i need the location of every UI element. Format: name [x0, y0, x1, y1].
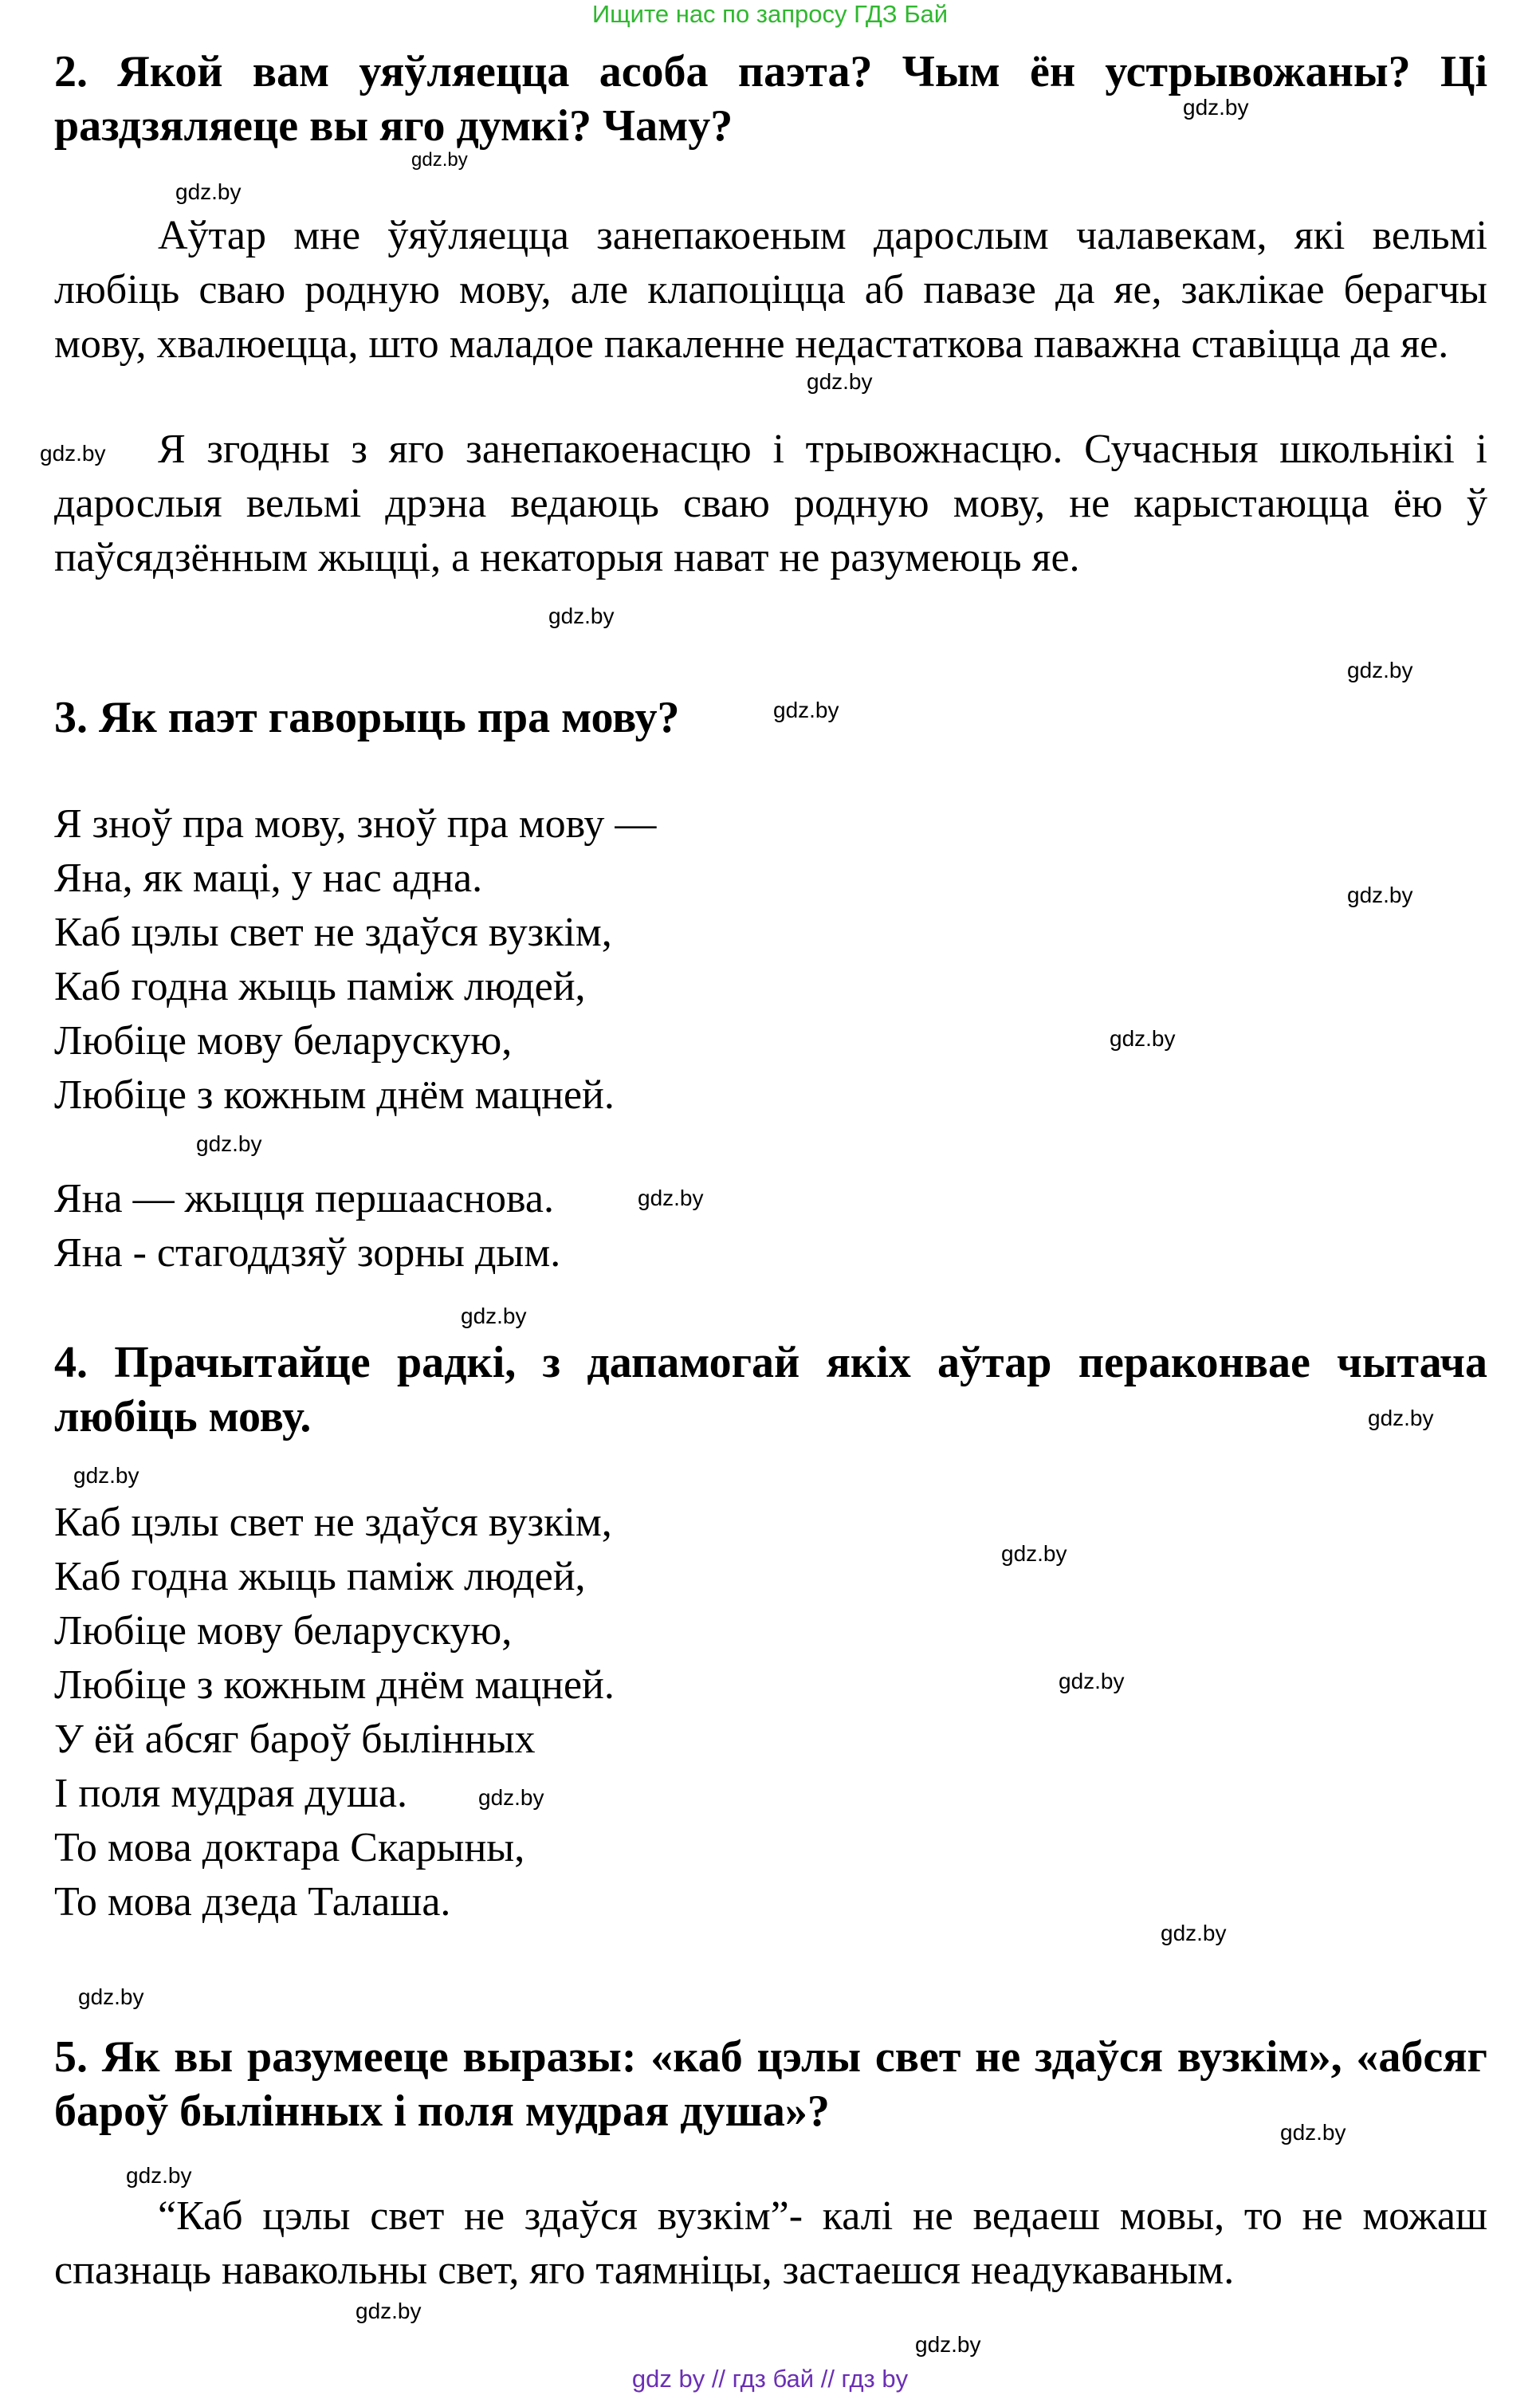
watermark: gdz.by: [1110, 1026, 1176, 1051]
poem-line: Любіце мову беларускую,: [54, 1018, 513, 1064]
watermark: gdz.by: [196, 1131, 262, 1156]
watermark: gdz.by: [356, 2299, 422, 2323]
watermark: gdz.by: [1001, 1541, 1067, 1566]
question-2-answer-1: [54, 209, 1487, 372]
question-3-stanza-1: [54, 797, 656, 1123]
watermark: gdz.by: [126, 2163, 192, 2188]
poem-line: І поля мудрая душа.: [54, 1771, 407, 1816]
poem-line: Каб цэлы свет не здаўся вузкім,: [54, 1500, 612, 1545]
answer-text: Аўтар мне ўяўляецца занепакоеным дарослым чалавекам, які вельмі любіць сваю родную мову, але клапоціцца аб павазе да яе, заклікае берагчы мову, хвалюецца, што маладое пакаленне недастаткова паважна ставіцца да яе.: [54, 213, 1487, 367]
watermark: gdz.by: [807, 369, 873, 394]
watermark: gdz.by: [73, 1463, 139, 1488]
watermark: gdz.by: [78, 1984, 144, 2009]
poem-line: То мова дзеда Талаша.: [54, 1879, 451, 1925]
watermark: gdz.by: [1161, 1921, 1227, 1945]
watermark: gdz.by: [411, 149, 468, 171]
watermark: gdz.by: [1059, 1669, 1125, 1693]
top-banner[interactable]: Ищите нас по запросу ГДЗ Бай: [591, 0, 949, 28]
watermark: gdz.by: [40, 441, 106, 466]
poem-line: То мова доктара Скарыны,: [54, 1825, 525, 1870]
question-4-title: 4. Прачытайце радкі, з дапамогай якіх аўтар пераконвае чытача любіць мову.: [54, 1338, 1487, 1441]
watermark: gdz.by: [773, 698, 839, 722]
footer-links[interactable]: gdz by // гдз бай // гдз by: [631, 2365, 909, 2393]
watermark: gdz.by: [915, 2332, 981, 2357]
question-4-lines: [54, 1496, 615, 1929]
question-2-answer-2: [54, 423, 1487, 585]
question-2-title: 2. Якой вам уяўляецца асоба паэта? Чым ён устрывожаны? Ці раздзяляеце вы яго думкі? Чаму?: [54, 47, 1487, 151]
question-3-stanza-2: [54, 1172, 560, 1280]
watermark: gdz.by: [461, 1304, 527, 1328]
answer-text: “Каб цэлы свет не здаўся вузкім”- калі не ведаеш мовы, то не можаш спазнаць навакольны свет, яго таямніцы, застаешся неадукаваным.: [54, 2193, 1487, 2293]
watermark: gdz.by: [1368, 1406, 1434, 1430]
watermark: gdz.by: [638, 1186, 704, 1210]
watermark: gdz.by: [1347, 883, 1413, 907]
question-5-title: 5. Як вы разумееце выразы: «каб цэлы свет не здаўся вузкім», «абсяг бароў былінных і поля мудрая душа»?: [54, 2032, 1487, 2136]
watermark: gdz.by: [548, 604, 615, 628]
answer-text: Я згодны з яго занепакоенасцю і трывожнасцю. Сучасныя школьнікі і дарослыя вельмі дрэна ведаюць сваю родную мову, не карыстаюцца ёю ў паўсядзённым жыцці, а некаторыя нават не разумеюць яе.: [54, 427, 1487, 580]
watermark: gdz.by: [1347, 658, 1413, 682]
poem-line: Любіце з кожным днём мацней.: [54, 1072, 615, 1118]
poem-line: Каб цэлы свет не здаўся вузкім,: [54, 910, 612, 955]
poem-line: У ёй абсяг бароў былінных: [54, 1717, 536, 1762]
poem-line: Яна, як маці, у нас адна.: [54, 855, 483, 901]
poem-line: Я зноў пра мову, зноў пра мову —: [54, 801, 657, 847]
poem-line: Каб годна жыць паміж людей,: [54, 1554, 586, 1599]
watermark: gdz.by: [1280, 2120, 1346, 2145]
question-3-title: 3. Як паэт гаворыць пра мову?: [54, 693, 680, 742]
watermark: gdz.by: [1183, 95, 1249, 120]
question-5-answer: [54, 2189, 1487, 2298]
poem-line: Любіце мову беларускую,: [54, 1608, 513, 1654]
watermark: gdz.by: [175, 179, 242, 204]
poem-line: Каб годна жыць паміж людей,: [54, 964, 586, 1009]
watermark: gdz.by: [478, 1785, 544, 1810]
poem-line: Яна - стагоддзяў зорны дым.: [54, 1230, 561, 1276]
poem-line: Яна — жыцця першааснова.: [54, 1176, 554, 1221]
poem-line: Любіце з кожным днём мацней.: [54, 1662, 615, 1708]
